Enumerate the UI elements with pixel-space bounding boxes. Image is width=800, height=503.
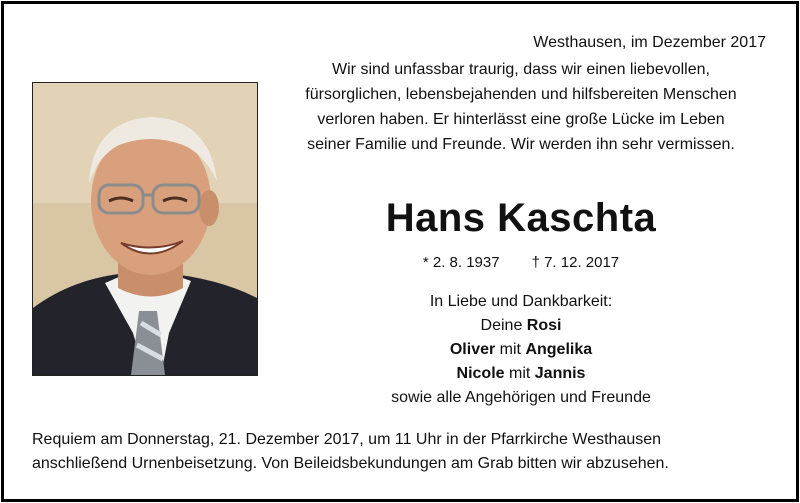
intro-line: Wir sind unfassbar traurig, dass wir einen liebevollen, (332, 61, 710, 78)
mourner-line (276, 314, 766, 338)
deceased-name: Hans Kaschta (385, 196, 657, 240)
mourner-line (276, 338, 766, 362)
intro-line: seiner Familie und Freunde. Wir werden ihn sehr vermissen. (307, 136, 735, 153)
service-info (32, 428, 782, 476)
intro-line: fürsorglichen, lebensbejahenden und hilfsbereiten Menschen (305, 86, 737, 103)
birth-date: * 2. 8. 1937 (422, 254, 500, 271)
mourner-joiner: mit (504, 365, 535, 382)
portrait-photo (32, 82, 258, 376)
mourner-name: Nicole (456, 365, 505, 382)
mourners-list (276, 290, 766, 410)
mourners-intro: In Liebe und Dankbarkeit: (429, 293, 613, 310)
obituary-notice (1, 1, 799, 502)
mourner-prefix: Deine (480, 317, 527, 334)
intro-text (276, 57, 766, 157)
mourner-joiner: mit (495, 341, 526, 358)
mourner-name: Angelika (525, 341, 593, 358)
mourner-name: Jannis (534, 365, 586, 382)
service-line: anschließend Urnenbeisetzung. Von Beileidsbekundungen am Grab bitten wir abzusehen. (32, 455, 669, 472)
intro-line: verloren haben. Er hinterlässt eine große Lücke im Leben (317, 111, 725, 128)
mourner-line (276, 362, 766, 386)
place-date: Westhausen, im Dezember 2017 (533, 34, 766, 51)
death-date: † 7. 12. 2017 (531, 254, 620, 271)
mourner-name: Rosi (526, 317, 562, 334)
service-line: Requiem am Donnerstag, 21. Dezember 2017, um 11 Uhr in der Pfarrkirche Westhausen (32, 431, 662, 448)
mourners-closing: sowie alle Angehörigen und Freunde (391, 389, 651, 406)
portrait-illustration (33, 83, 257, 375)
mourner-name: Oliver (449, 341, 496, 358)
life-dates (276, 254, 766, 271)
